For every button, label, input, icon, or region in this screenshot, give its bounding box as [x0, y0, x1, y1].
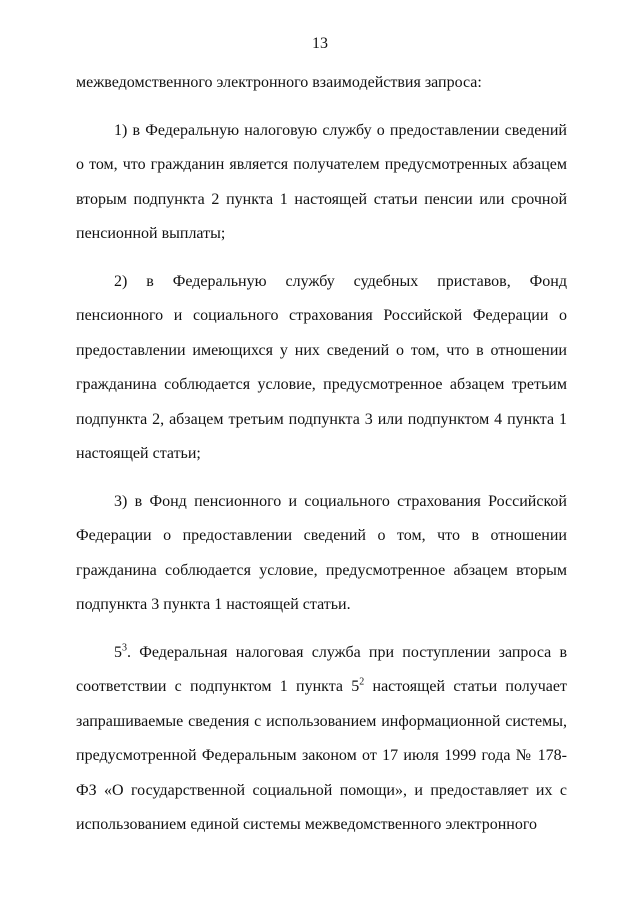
page-number: 13 — [312, 35, 328, 52]
reference-superscript: 2 — [359, 676, 365, 688]
section-number: 5 — [114, 643, 122, 661]
paragraph-item-3: 3) в Фонд пенсионного и социального страхования Российской Федерации о предоставлении сведений о том, что в отношении гражданина соблюдается условие, предусмотренное абзацем вторым подпункта 3 пункта 1 настоящей статьи. — [76, 492, 567, 613]
paragraph-item-1: 1) в Федеральную налоговую службу о предоставлении сведений о том, что гражданин является получателем предусмотренных абзацем вторым подпункта 2 пункта 1 настоящей статьи пенсии или срочной пенсионной выплаты; — [76, 121, 567, 242]
section-text-part2: настоящей статьи получает запрашиваемые сведения с использованием информационной системы, предусмотренной Федеральным законом от 17 июля 1999 года № 178-ФЗ «О государственной социальной помощи», и предоставляет их с использованием единой системы межведомственного электронного — [76, 678, 568, 833]
paragraph-section-5-3 — [76, 636, 567, 843]
section-number-superscript: 3 — [122, 642, 127, 654]
paragraph-item-2: 2) в Федеральную службу судебных приставов, Фонд пенсионного и социального страхования Российской Федерации о предоставлении имеющихся у них сведений о том, что в отношении гражданина соблюдается условие, предусмотренное абзацем третьим подпункта 2, абзацем третьим подпункта 3 или подпунктом 4 пункта 1 настоящей статьи; — [76, 272, 567, 462]
paragraph-continuation: межведомственного электронного взаимодействия запроса: — [76, 74, 482, 91]
section-text-part1: . Федеральная налоговая служба при поступлении запроса в соответствии с подпунктом 1 пункта 5 — [76, 643, 567, 695]
document-body — [76, 66, 567, 843]
